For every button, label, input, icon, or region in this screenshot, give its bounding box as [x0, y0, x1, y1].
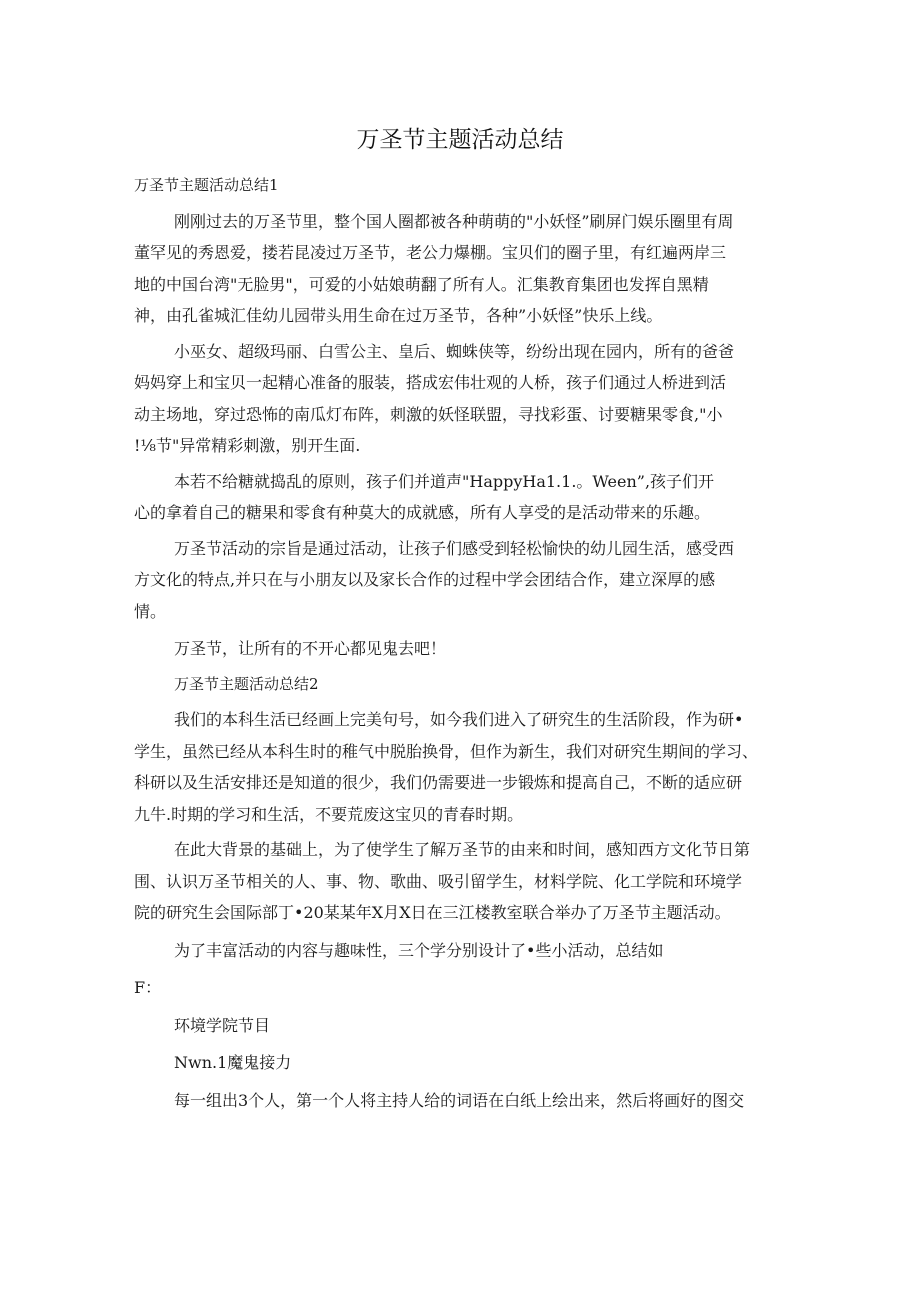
text-line: 心的拿着自己的糖果和零食有种莫大的成就感，所有人享受的是活动带来的乐趣。 [134, 503, 711, 522]
document-body [134, 170, 794, 1116]
text-line: 董罕见的秀恩爱，搂若昆凌过万圣节，老公力爆棚。宝贝们的圈子里，有红遍两岸三 [134, 243, 727, 262]
document-title: 万圣节主题活动总结 [356, 127, 564, 153]
text-line: F： [134, 978, 162, 997]
text-line: 小巫女、超级玛丽、白雪公主、皇后、蜘蛛侠等，纷纷出现在园内，所有的爸爸 [174, 341, 735, 361]
text-line: 万圣节，让所有的不开心都见鬼去吧！ [174, 639, 447, 658]
text-line: 院的研究生会国际部丁•20某某年X月X日在三江楼教室联合举办了万圣节主题活动。 [134, 903, 731, 922]
text-line: 神，由孔雀城汇佳幼儿园带头用生命在过万圣节，各种”小妖怪”快乐上线。 [134, 306, 663, 325]
text-line: 在此大背景的基础上，为了使学生了解万圣节的由来和时间，感知西方文化节日第 [174, 840, 751, 859]
text-line: 为了丰富活动的内容与趣味性，三个学分别设计了•些小活动，总结如 [174, 940, 664, 960]
text-line: 环境学院节目 [174, 1015, 271, 1035]
text-line: 情。 [134, 601, 167, 621]
text-line: 动主场地，穿过恐怖的南瓜灯布阵，刺激的妖怪联盟，寻找彩蛋、讨要糖果零食,"小 [134, 404, 723, 424]
text-line: 地的中国台湾"无脸男"，可爱的小姑娘萌翻了所有人。汇集教育集团也发挥自黑精 [134, 274, 709, 294]
section-heading: 万圣节主题活动总结1 [134, 176, 279, 194]
text-line: 我们的本科生活已经画上完美句号，如今我们进入了研究生的生活阶段，作为研• [174, 710, 744, 729]
text-line: 妈妈穿上和宝贝一起精心准备的服装，搭成宏伟壮观的人桥，孩子们通过人桥进到活 [134, 373, 727, 392]
text-line: 九牛.时期的学习和生活，不要荒废这宝贝的青春时期。 [134, 804, 524, 824]
text-line: 科研以及生活安排还是知道的很少，我们仍需要进一步锻炼和提高自己，不断的适应研 [134, 773, 743, 792]
text-line: Nwn.1魔鬼接力 [174, 1053, 292, 1072]
text-line: 学生，虽然已经从本科生时的稚气中脱胎换骨，但作为新生，我们对研究生期间的学习、 [134, 741, 759, 761]
text-line: 方文化的特点,并只在与小朋友以及家长合作的过程中学会团结合作，建立深厚的感 [134, 570, 716, 589]
section-heading: 万圣节主题活动总结2 [174, 674, 319, 693]
text-line: 每一组出3个人，第一个人将主持人给的词语在白纸上绘出来，然后将画好的图交 [174, 1090, 745, 1110]
text-line: 刚刚过去的万圣节里，整个国人圈都被各种萌萌的"小妖怪”刷屏门娱乐圈里有周 [174, 211, 734, 231]
text-line: 万圣节活动的宗旨是通过活动，让孩子们感受到轻松愉快的幼儿园生活，感受西 [174, 538, 735, 558]
text-line: 本若不给糖就捣乱的原则，孩子们并道声"HappyHa1.1.。Ween”,孩子们开 [174, 471, 715, 491]
text-line: 围、认识万圣节相关的人、事、物、歌曲、吸引留学生，材料学院、化工学院和环境学 [134, 871, 743, 891]
text-line: !⅛节"异常精彩刺激，别开生面. [134, 436, 361, 455]
